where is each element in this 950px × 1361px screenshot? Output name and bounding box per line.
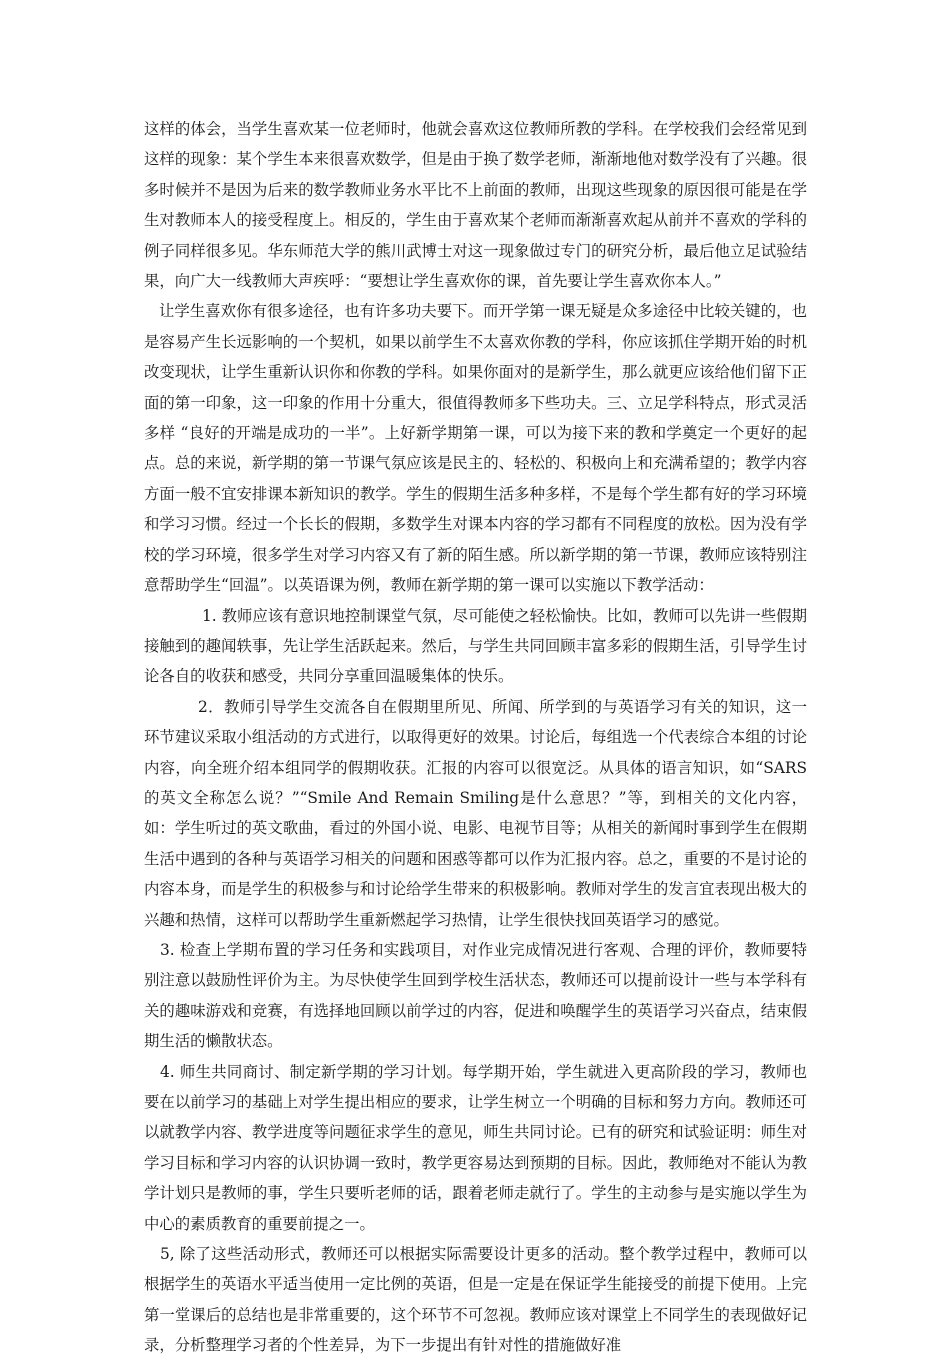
paragraph-activity-3: 3. 检查上学期布置的学习任务和实践项目，对作业完成情况进行客观、合理的评价，教师要特别注意以鼓励性评价为主。为尽快使学生回到学校生活状态，教师还可以提前设计一些与本学科有关的趣味游戏和竞赛，有选择地回顾以前学过的内容，促进和唤醒学生的英语学习兴奋点，结束假期生活的懒散状态。 (144, 940, 807, 1051)
paragraph-activity-5: 5, 除了这些活动形式，教师还可以根据实际需要设计更多的活动。整个教学过程中，教师可以根据学生的英语水平适当使用一定比例的英语，但是一定是在保证学生能接受的前提下使用。上完第一堂课后的总结也是非常重要的，这个环节不可忽视。教师应该对课堂上不同学生的表现做好记录，分析整理学习者的个性差异，为下一步提出有针对性的措施做好准 (144, 1245, 807, 1355)
paragraph-2: 让学生喜欢你有很多途径，也有许多功夫要下。而开学第一课无疑是众多途径中比较关键的，也是容易产生长远影响的一个契机，如果以前学生不太喜欢你教的学科，你应该抓住学期开始的时机改变现状，让学生重新认识你和你教的学科。如果你面对的是新学生，那么就更应该给他们留下正面的第一印象，这一印象的作用十分重大，很值得教师多下些功夫。三、立足学科特点，形式灵活多样 “良好的开端是成功的一半”。上好新学期第一课，可以为接下来的教和学奠定一个更好的起点。总的来说，新学期的第一节课气氛应该是民主的、轻松的、积极向上和充满希望的；教学内容方面一般不宜安排课本新知识的教学。学生的假期生活多种多样，不是每个学生都有好的学习环境和学习习惯。经过一个长长的假期，多数学生对课本内容的学习都有不同程度的放松。因为没有学校的学习环境，很多学生对学习内容又有了新的陌生感。所以新学期的第一节课，教师应该特别注意帮助学生“回温”。以英语课为例，教师在新学期的第一课可以实施以下教学活动： (144, 302, 807, 595)
paragraph-activity-4: 4. 师生共同商讨、制定新学期的学习计划。每学期开始，学生就进入更高阶段的学习，教师也要在以前学习的基础上对学生提出相应的要求，让学生树立一个明确的目标和努力方向。教师还可以就教学内容、教学进度等问题征求学生的意见，师生共同讨论。已有的研究和试验证明：师生对学习目标和学习内容的认识协调一致时，教学更容易达到预期的目标。因此，教师绝对不能认为教学计划只是教师的事，学生只要听老师的话，跟着老师走就行了。学生的主动参与是实施以学生为中心的素质教育的重要前提之一。 (144, 1062, 807, 1233)
paragraph-activity-2: 2．教师引导学生交流各自在假期里所见、所闻、所学到的与英语学习有关的知识，这一环节建议采取小组活动的方式进行，以取得更好的效果。讨论后，每组选一个代表综合本组的讨论内容，向全班介绍本组同学的假期收获。汇报的内容可以很宽泛。从具体的语言知识，如“SARS的英文全称怎么说？”“Smile And Remain Smiling是什么意思？”等，到相关的文化内容，如：学生听过的英文歌曲，看过的外国小说、电影、电视节目等；从相关的新闻时事到学生在假期生活中遇到的各种与英语学习相关的问题和困惑等都可以作为汇报内容。总之，重要的不是讨论的内容本身，而是学生的积极参与和讨论给学生带来的积极影响。教师对学生的发言宜表现出极大的兴趣和热情，这样可以帮助学生重新燃起学习热情，让学生很快找回英语学习的感觉。 (144, 697, 807, 929)
paragraph-activity-1: 1. 教师应该有意识地控制课堂气氛，尽可能使之轻松愉快。比如，教师可以先讲一些假期接触到的趣闻轶事，先让学生活跃起来。然后，与学生共同回顾丰富多彩的假期生活，引导学生讨论各自的收获和感受，共同分享重回温暖集体的快乐。 (144, 606, 807, 686)
document-body (144, 114, 807, 1361)
paragraph-1: 这样的体会，当学生喜欢某一位老师时，他就会喜欢这位教师所教的学科。在学校我们会经常见到这样的现象：某个学生本来很喜欢数学，但是由于换了数学老师，渐渐地他对数学没有了兴趣。很多时候并不是因为后来的数学教师业务水平比不上前面的教师，出现这些现象的原因很可能是在学生对教师本人的接受程度上。相反的，学生由于喜欢某个老师而渐渐喜欢起从前并不喜欢的学科的例子同样很多见。华东师范大学的熊川武博士对这一现象做过专门的研究分析，最后他立足试验结果，向广大一线教师大声疾呼：“要想让学生喜欢你的课，首先要让学生喜欢你本人。” (144, 120, 807, 291)
